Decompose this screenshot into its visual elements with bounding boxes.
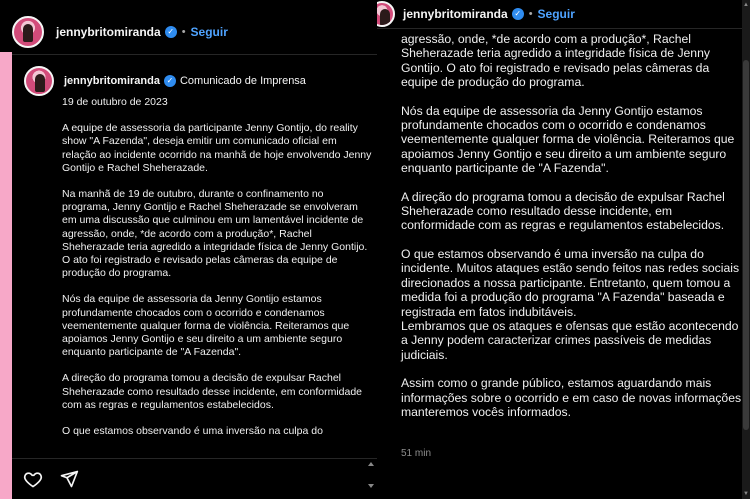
send-icon[interactable] <box>58 468 80 490</box>
follow-button[interactable]: Seguir <box>537 7 575 21</box>
follow-button[interactable]: Seguir <box>190 25 228 39</box>
heart-icon[interactable] <box>22 468 44 490</box>
avatar[interactable] <box>377 1 395 27</box>
right-post-panel <box>377 0 750 499</box>
caption-avatar[interactable] <box>24 66 54 96</box>
scrollbar-thumb[interactable] <box>743 60 749 430</box>
scroll-up-icon[interactable]: ▲ <box>743 2 749 8</box>
header-divider <box>12 54 377 55</box>
caption-paragraph: Lembramos que os ataques e ofensas que estão acontecendo a Jenny podem caracterizar crimes passíveis de medidas judiciais. <box>401 318 739 362</box>
scroll-down-icon[interactable]: ▼ <box>743 491 749 497</box>
post-header <box>12 10 228 54</box>
caption-paragraph: 19 de outubro de 2023 <box>62 96 168 108</box>
caption-paragraph: Na manhã de 19 de outubro, durante o confinamento no programa, Jenny Gontijo e Rachel Sheherazade se envolveram em uma discussão que culminou em um lamentável incidente de agressão, onde, *de acordo com a produção*, Rachel Sheherazade teria agredido a integridade física de Jenny Gontijo. O ato foi registrado e revisado pelas câmeras da equipe de produção do programa. <box>62 188 368 280</box>
post-timestamp: 51 min <box>401 448 432 459</box>
username-link[interactable]: jennybritomiranda <box>56 25 161 39</box>
caption-title: Comunicado de Imprensa <box>179 75 306 87</box>
caption-text <box>62 96 372 451</box>
header-divider <box>377 28 750 29</box>
scrollbar[interactable] <box>742 0 750 499</box>
caption-header <box>24 66 306 96</box>
caption-username-link[interactable]: jennybritomiranda <box>64 75 160 87</box>
caption-paragraph: A direção do programa tomou a decisão de expulsar Rachel Sheherazade como resultado desse incidente, em conformidade com as regras e regulamentos estabelecidos. <box>62 372 363 411</box>
scroll-arrows[interactable] <box>367 460 375 490</box>
avatar[interactable] <box>12 16 44 48</box>
background-strip <box>0 52 12 499</box>
post-header <box>377 0 575 28</box>
caption-paragraph: Nós da equipe de assessoria da Jenny Gontijo estamos profundamente chocados com o ocorrido e condenamos veementemente qualquer forma de violência. Reiteramos que apoiamos Jenny Gontijo e seu direito a um ambiente seguro enquanto participante de "A Fazenda". <box>62 293 350 359</box>
caption-paragraph: agressão, onde, *de acordo com a produção*, Rachel Sheherazade teria agredido a integridade física de Jenny Gontijo. O ato foi registrado e revisado pelas câmeras da equipe de produção do programa. <box>401 32 710 90</box>
caption-paragraph: A equipe de assessoria da participante Jenny Gontijo, do reality show "A Fazenda", deseja emitir um comunicado oficial em relação ao incidente ocorrido na manhã de hoje envolvendo Jenny Gontijo e Rachel Sheherazade. <box>62 122 372 174</box>
caption-paragraph: A direção do programa tomou a decisão de expulsar Rachel Sheherazade como resultado desse incidente, em conformidade com as regras e regulamentos estabelecidos. <box>401 189 725 233</box>
separator-dot: • <box>181 26 186 38</box>
caption-text <box>401 32 746 433</box>
caption-paragraph: Nós da equipe de assessoria da Jenny Gontijo estamos profundamente chocados com o ocorrido e condenamos veementemente qualquer forma de violência. Reiteramos que apoiamos Jenny Gontijo e seu direito a um ambiente seguro enquanto participante de "A Fazenda". <box>401 103 735 176</box>
caption-paragraph: O que estamos observando é uma inversão na culpa do <box>62 425 323 438</box>
verified-badge-icon: ✓ <box>164 75 176 87</box>
action-bar <box>22 468 80 490</box>
actions-divider <box>12 458 377 459</box>
separator-dot: • <box>528 8 533 20</box>
username-link[interactable]: jennybritomiranda <box>403 7 508 21</box>
verified-badge-icon: ✓ <box>512 8 524 20</box>
verified-badge-icon: ✓ <box>165 26 177 38</box>
text-fade <box>12 447 377 457</box>
caption-paragraph: O que estamos observando é uma inversão na culpa do incidente. Muitos ataques estão sendo feitos nas redes sociais direcionados a nossa participante. Entretanto, quem tomou a medida foi a produção do programa "A Fazenda" baseada e registrada em fatos indubitáveis. <box>401 246 740 319</box>
caption-paragraph: Assim como o grande público, estamos aguardando mais informações sobre o ocorrido e em caso de novas informações manteremos vocês informados. <box>401 376 742 419</box>
